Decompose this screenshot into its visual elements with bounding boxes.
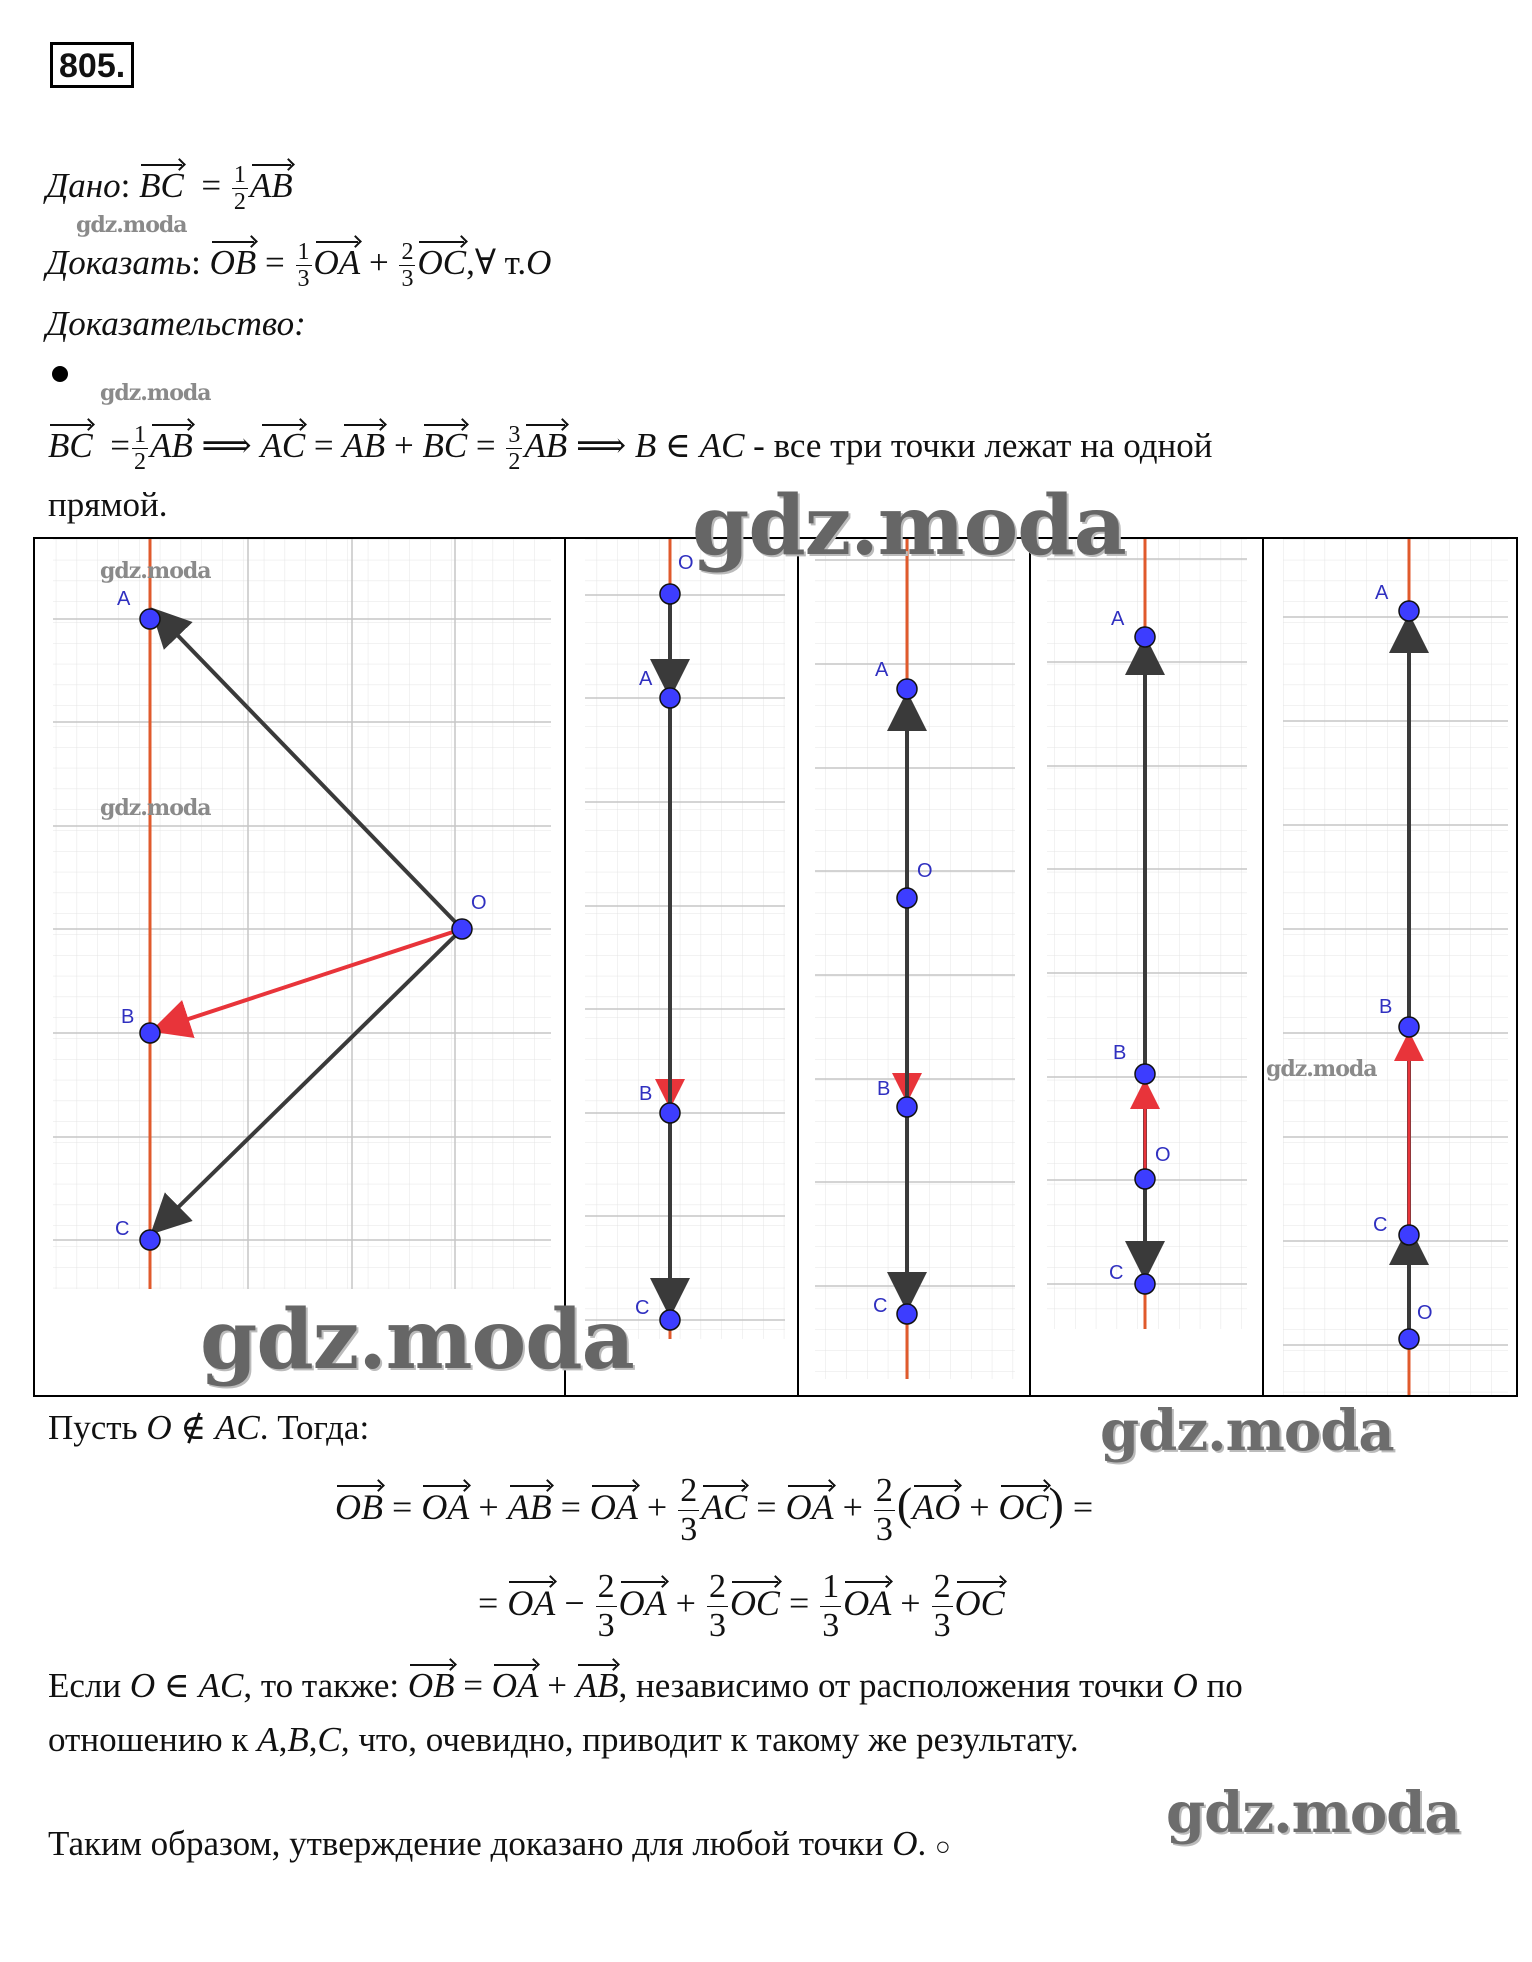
vector-ab: AB: [150, 418, 193, 468]
bullet: [52, 366, 68, 382]
label-o: O: [917, 860, 933, 882]
label-o: O: [1417, 1302, 1433, 1324]
watermark-large: gdz.moda: [692, 478, 1126, 574]
collinear-text-2: прямой.: [48, 485, 168, 524]
vector-bc: BC: [422, 418, 467, 468]
watermark: gdz.moda: [76, 212, 187, 238]
watermark: gdz.moda: [100, 795, 211, 821]
vector-ob: OB: [210, 235, 257, 285]
figure-svg: [35, 539, 1516, 1395]
point-o-label: O: [526, 243, 552, 282]
watermark-medium: gdz.moda: [1166, 1780, 1460, 1846]
label-b: B: [1379, 996, 1393, 1018]
watermark-medium: gdz.moda: [1100, 1398, 1394, 1464]
vector-ab: AB: [250, 158, 293, 208]
label-c: C: [1109, 1262, 1124, 1284]
label-b: B: [877, 1078, 891, 1100]
vector-bc: BC: [48, 418, 93, 468]
label-c: C: [635, 1297, 650, 1319]
vector-bc: BC: [139, 158, 184, 208]
label-o: O: [1155, 1144, 1171, 1166]
watermark: gdz.moda: [100, 558, 211, 584]
panel-2: [585, 539, 785, 1339]
label-a: A: [639, 668, 653, 690]
vector-ab: AB: [524, 418, 567, 468]
label-b: B: [121, 1006, 135, 1028]
label-a: A: [1375, 582, 1389, 604]
label-o: O: [471, 892, 487, 914]
watermark: gdz.moda: [100, 380, 211, 406]
equation-1: OB = OA + AB = OA + $\frac{2}{3}$ AC = OA + $\frac{2}{3}$ (AO + OC) =: [335, 1472, 1094, 1548]
if-line: Если O ∈ AC, то также: OB = OA + AB, независимо от расположения точки O по: [48, 1658, 1243, 1708]
equation-2: = OA − $\frac{2}{3}$ OA + $\frac{2}{3}$ OC = $\frac{1}{3}$ OA + $\frac{2}{3}$ OC: [478, 1568, 1005, 1644]
label-c: C: [1373, 1214, 1388, 1236]
point-b-label: B: [634, 426, 657, 465]
given-label: Дано: [46, 166, 121, 205]
label-a: A: [1111, 608, 1125, 630]
fraction-half: $\frac{1}{2}$: [233, 162, 246, 216]
prove-line: Доказать: OB = $\frac{1}{3}$ OA + $\frac{2}{3}$ OC,∀ т.O: [46, 235, 551, 292]
vector-ac: AC: [260, 418, 305, 468]
label-a: A: [117, 588, 131, 610]
prove-label: Доказать: [46, 243, 192, 282]
conclusion-line: Таким образом, утверждение доказано для любой точки O. ○: [48, 1824, 951, 1863]
panel-3: [815, 539, 1015, 1379]
fraction-third: $\frac{1}{3}$: [297, 239, 310, 293]
vector-oa: OA: [314, 235, 361, 285]
collinear-line: BC = $\frac{1}{2}$ AB ⟹ AC = AB + BC = $\frac{3}{2}$ AB ⟹ B ∈ AC - все три точки лежат на одной: [48, 418, 1213, 475]
collinear-text: - все три точки лежат на одной: [753, 426, 1213, 465]
label-b: B: [1113, 1042, 1127, 1064]
problem-number: 805.: [50, 42, 134, 88]
label-o: O: [678, 552, 694, 574]
watermark: gdz.moda: [1266, 1056, 1377, 1082]
label-a: A: [875, 659, 889, 681]
fraction-half: $\frac{1}{2}$: [133, 422, 146, 476]
relation-line: отношению к A,B,C, что, очевидно, приводит к такому же результату.: [48, 1720, 1079, 1759]
watermark-large: gdz.moda: [200, 1292, 634, 1388]
figure-panels: [33, 537, 1518, 1397]
proof-heading: Доказательство:: [46, 304, 306, 343]
let-line: Пусть O ∉ AC. Тогда:: [48, 1408, 370, 1447]
panel-1: [53, 539, 551, 1289]
given-line: Дано: BC = $\frac{1}{2}$ AB: [46, 158, 293, 215]
fraction-two-thirds: $\frac{2}{3}$: [401, 239, 414, 293]
panel-4: [1047, 539, 1247, 1329]
label-b: B: [639, 1083, 653, 1105]
for-any: ∀ т.: [474, 243, 527, 282]
panel-5: [1283, 539, 1508, 1395]
label-c: C: [873, 1295, 888, 1317]
vector-oc: OC: [417, 235, 466, 285]
vector-ab: AB: [342, 418, 385, 468]
label-c: C: [115, 1218, 130, 1240]
segment-ac: AC: [699, 426, 745, 465]
fraction-three-halves: $\frac{3}{2}$: [508, 422, 521, 476]
